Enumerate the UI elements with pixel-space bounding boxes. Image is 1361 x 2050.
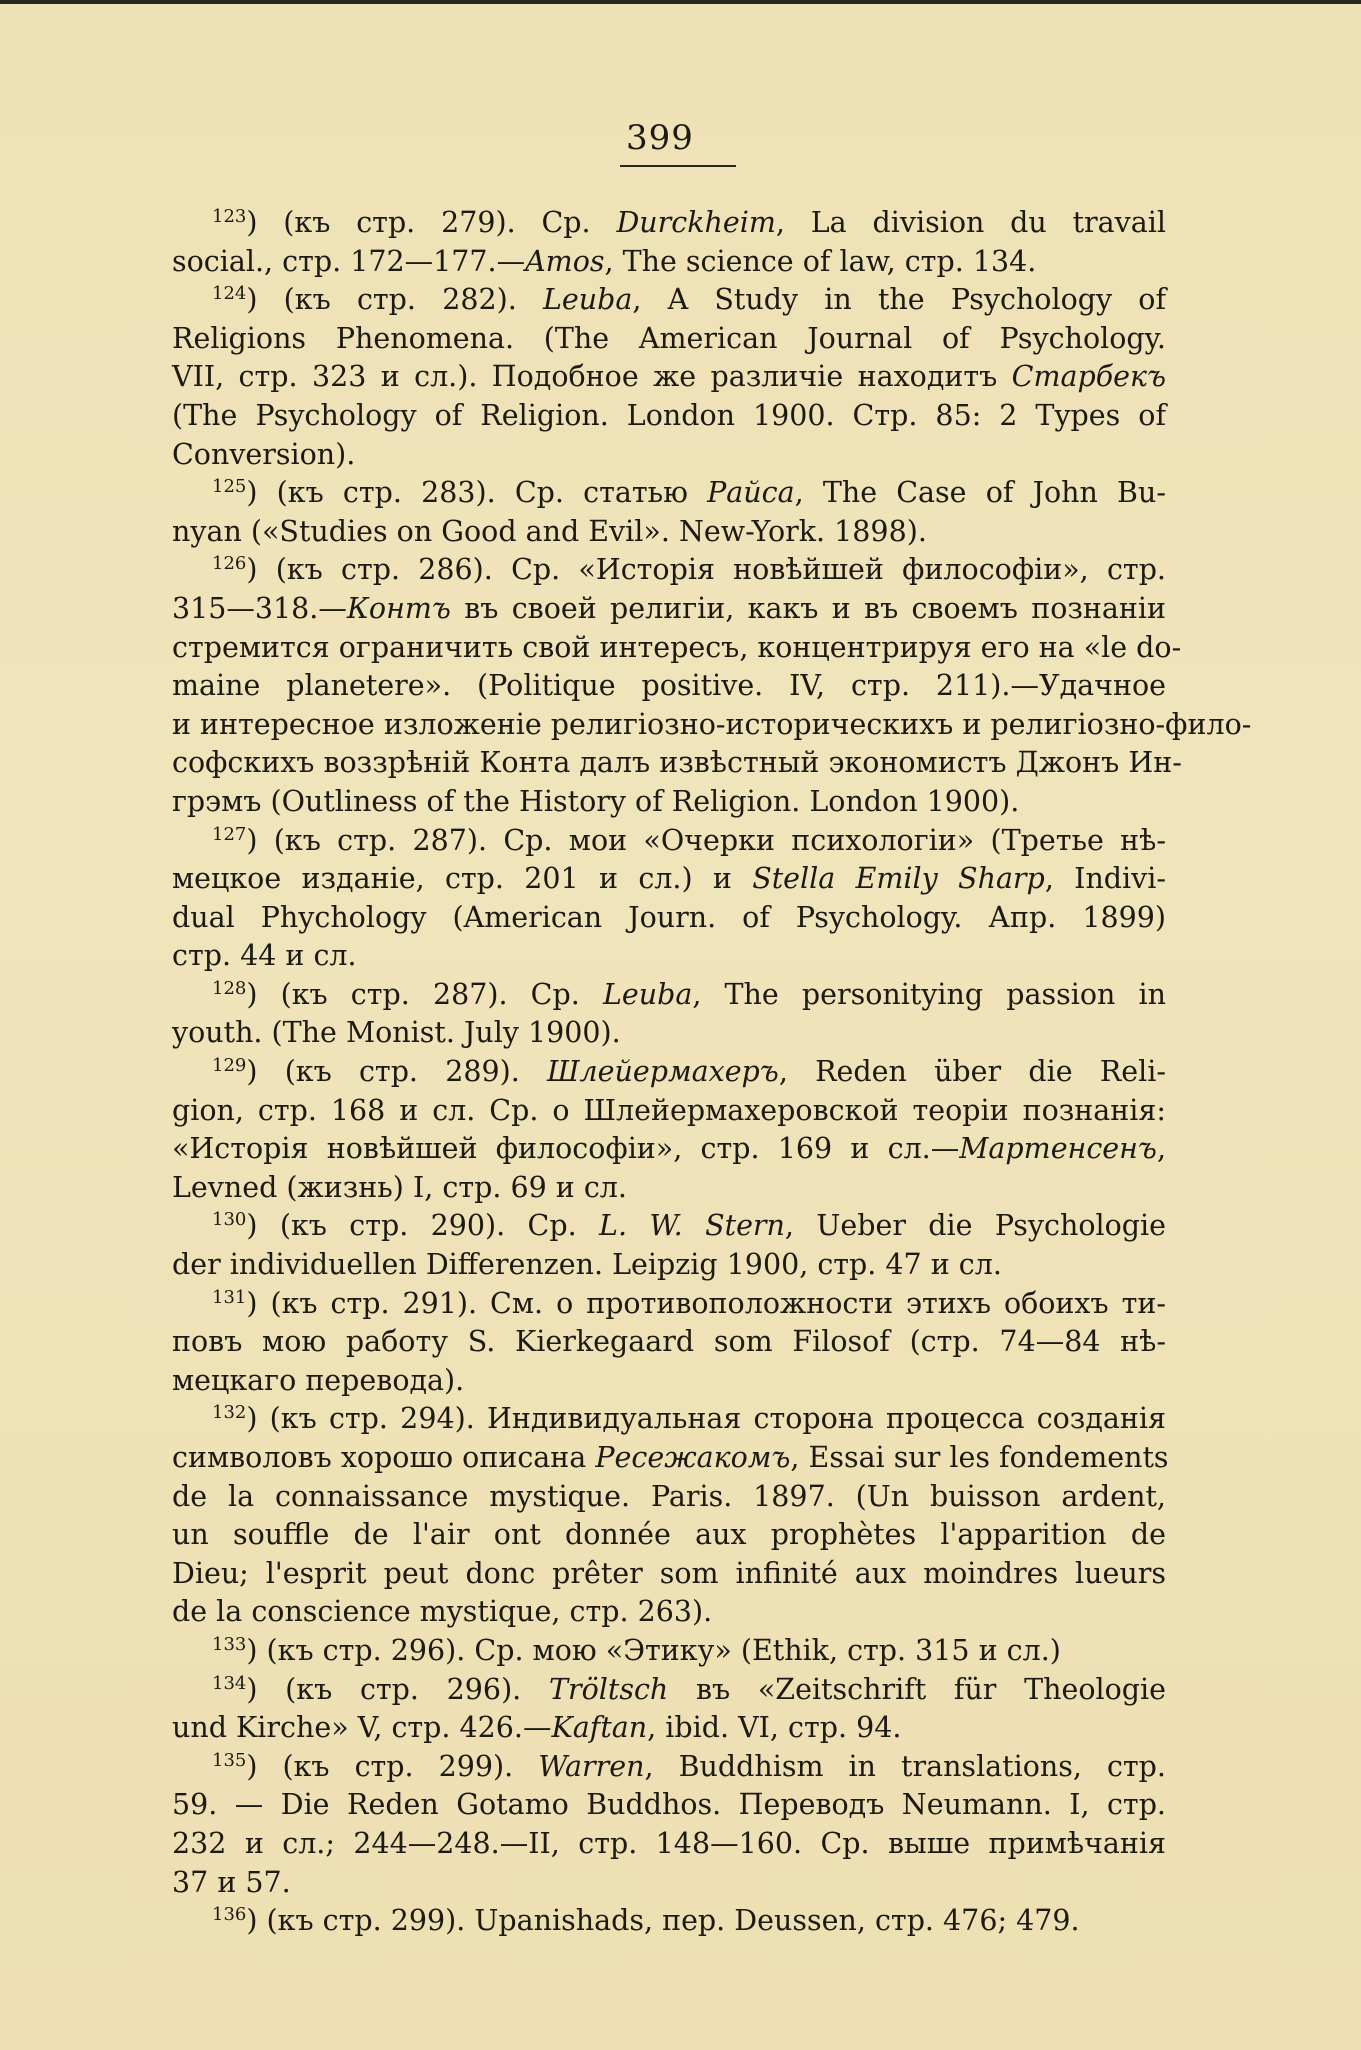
- footnote-number: 132: [212, 1402, 247, 1424]
- footnote-line: [172, 899, 1166, 938]
- footnote-text: «Исторія новѣйшей философіи», стр. 169 и сл.—: [172, 1132, 960, 1166]
- footnote-text: nyan («Studies on Good and Evil». New-York. 1898).: [172, 514, 927, 548]
- footnote-text: софскихъ воззрѣній Конта далъ извѣстный экономистъ Джонъ Ин-: [172, 746, 1182, 780]
- footnote-text: Levned (жизнь) I, стр. 69 и сл.: [172, 1170, 627, 1204]
- footnote-line: [172, 629, 1182, 668]
- footnote-line: [172, 397, 1166, 436]
- footnote-line: [172, 976, 1166, 1015]
- footnote-number: 130: [212, 1209, 247, 1231]
- page-number: 399: [626, 118, 694, 158]
- footnote-text: ) (къ стр. 283). Ср. статью: [246, 476, 708, 510]
- footnote-text: ) (къ стр. 290). Ср.: [246, 1209, 600, 1243]
- footnote-line: [172, 1902, 1166, 1941]
- footnote-text: 59. — Die Reden Gotamo Buddhos. Переводъ Neumann. I, стр.: [172, 1788, 1166, 1822]
- footnote-line: [172, 822, 1166, 861]
- footnote-text: de la conscience mystique, стр. 263).: [172, 1595, 713, 1629]
- footnote-text: ) (къ стр. 299).: [246, 1749, 539, 1783]
- italic-name: L. W. Stern: [599, 1209, 785, 1243]
- footnote-number: 136: [212, 1904, 247, 1926]
- footnote-line: [172, 1130, 1166, 1169]
- footnote-number: 128: [212, 977, 247, 999]
- footnote-text: ) (къ стр. 294). Индивидуальная сторона процесса созданія: [246, 1402, 1166, 1436]
- italic-name: Stella Emily Sharp: [752, 862, 1045, 896]
- footnote-number: 134: [212, 1672, 247, 1694]
- italic-name: Leuba: [542, 283, 633, 317]
- footnote-text: стр. 44 и сл.: [172, 939, 357, 973]
- footnote-line: [172, 706, 1252, 745]
- footnote-line: [172, 1285, 1166, 1324]
- footnote-line: [172, 436, 1166, 475]
- footnote: [172, 551, 1252, 821]
- footnote-text: мецкое изданіе, стр. 201 и сл.) и: [172, 862, 753, 896]
- footnotes-list: [172, 204, 1252, 1941]
- footnote-line: [172, 243, 1166, 282]
- footnote-line: [172, 1864, 1166, 1903]
- italic-name: Контъ: [346, 591, 451, 625]
- footnote-number: 135: [212, 1749, 247, 1771]
- footnote-text: social., стр. 172—177.—: [172, 244, 526, 278]
- footnote-line: [172, 204, 1166, 243]
- footnote-line: [172, 1053, 1166, 1092]
- footnote: [172, 1671, 1166, 1748]
- footnote-line: [172, 1169, 1166, 1208]
- footnote-text: , La division du travail: [775, 206, 1166, 239]
- footnote-text: , The personitying passion in: [692, 977, 1166, 1011]
- footnote: [172, 1902, 1166, 1941]
- footnote-line: [172, 783, 1166, 822]
- footnote-text: Conversion).: [172, 437, 356, 471]
- footnote-line: [172, 1092, 1166, 1131]
- footnote-text: , A Study in the Psychology of: [632, 283, 1166, 317]
- italic-name: Tröltsch: [548, 1672, 669, 1706]
- footnote-text: 315—318.—: [172, 591, 347, 625]
- footnote-text: стремится ограничить свой интересъ, концентрируя его на «le do-: [172, 630, 1182, 664]
- footnote-line: [172, 1593, 1166, 1632]
- footnote-line: [172, 474, 1166, 513]
- footnote-line: [172, 1014, 1166, 1053]
- footnote-text: ) (къ стр. 291). См. о противоположности этихъ обоихъ ти-: [246, 1286, 1166, 1320]
- footnote-number: 133: [212, 1633, 247, 1655]
- footnote-text: , Essai sur les fondements: [790, 1441, 1169, 1474]
- footnote-text: ) (къ стр. 296).: [246, 1672, 549, 1706]
- footnote-line: [172, 1632, 1166, 1671]
- footnote-number: 124: [212, 283, 247, 305]
- footnote-text: , The Case of John Bu-: [794, 476, 1166, 510]
- footnote: [172, 822, 1166, 976]
- footnote-line: [172, 1246, 1166, 1285]
- footnote-text: , Buddhism in translations, стр.: [644, 1749, 1166, 1783]
- footnote-number: 131: [212, 1286, 247, 1308]
- footnote-line: [172, 358, 1166, 397]
- footnote-text: dual Phychology (American Journ. of Psychology. Апр. 1899): [172, 900, 1166, 934]
- footnote-line: [172, 590, 1166, 629]
- footnote-text: (The Psychology of Religion. London 1900. Стр. 85: 2 Types of: [172, 398, 1166, 432]
- footnote-text: ) (къ стр. 289).: [246, 1055, 547, 1089]
- footnote-number: 126: [212, 553, 247, 575]
- footnote-line: [172, 1478, 1166, 1517]
- footnote: [172, 1207, 1166, 1284]
- footnote-text: 37 и 57.: [172, 1865, 291, 1899]
- footnote-text: ) (къ стр. 287). Ср.: [246, 977, 603, 1011]
- footnote-text: ) (къ стр. 279). Ср.: [246, 206, 617, 239]
- footnote-number: 129: [212, 1055, 247, 1077]
- italic-name: Старбекъ: [1011, 360, 1166, 394]
- footnote-line: [172, 281, 1166, 320]
- footnote-text: , The science of law, стр. 134.: [604, 244, 1037, 278]
- footnote-line: [172, 1362, 1166, 1401]
- footnote-text: ,: [1156, 1132, 1166, 1166]
- footnote-text: gion, стр. 168 и сл. Ср. о Шлейермахеровской теоріи познанія:: [172, 1093, 1166, 1127]
- footnote-text: und Kirche» V, стр. 426.—: [172, 1711, 552, 1745]
- italic-name: Amos: [525, 244, 605, 278]
- footnote-line: [172, 320, 1166, 359]
- italic-name: Шлейермахеръ: [547, 1055, 779, 1089]
- footnote-line: [172, 937, 1166, 976]
- footnote-line: [172, 1671, 1166, 1710]
- footnote-text: VII, стр. 323 и сл.). Подобное же различіе находитъ: [172, 360, 1012, 394]
- footnote: [172, 1632, 1166, 1671]
- footnote-line: [172, 1786, 1166, 1825]
- italic-name: Райса: [707, 476, 795, 510]
- footnote-text: youth. (The Monist. July 1900).: [172, 1016, 621, 1050]
- footnote-text: мецкаго перевода).: [172, 1363, 465, 1397]
- footnote-line: [172, 1400, 1166, 1439]
- italic-name: Kaftan: [551, 1711, 648, 1745]
- footnote-line: [172, 551, 1166, 590]
- footnote-text: ) (къ стр. 296). Ср. мою «Этику» (Ethik, стр. 315 и сл.): [246, 1633, 1061, 1667]
- footnote-text: въ «Zeitschrift für Theologie: [668, 1672, 1167, 1706]
- footnote-line: [172, 1323, 1166, 1362]
- footnote-text: de la connaissance mystique. Paris. 1897. (Un buisson ardent,: [172, 1479, 1166, 1513]
- footnote-text: ) (къ стр. 286). Ср. «Исторія новѣйшей философіи», стр.: [246, 553, 1166, 587]
- footnote-line: [172, 513, 1166, 552]
- footnote-line: [172, 667, 1166, 706]
- footnote-text: въ своей религіи, какъ и въ своемъ познаніи: [450, 591, 1166, 625]
- footnote-text: , Reden über die Reli-: [778, 1055, 1166, 1089]
- footnote-number: 125: [212, 476, 247, 498]
- footnote: [172, 1053, 1166, 1207]
- italic-name: Durckheim: [616, 206, 776, 239]
- italic-name: Ресежакомъ: [595, 1441, 791, 1474]
- footnote-line: [172, 744, 1182, 783]
- page-number-rule: [620, 165, 736, 167]
- footnote-text: , Ueber die Psychologie: [784, 1209, 1166, 1243]
- footnote: [172, 1285, 1166, 1401]
- italic-name: Мартенсенъ: [959, 1132, 1157, 1166]
- footnote: [172, 1400, 1169, 1632]
- footnote: [172, 204, 1166, 281]
- italic-name: Leuba: [602, 977, 693, 1011]
- footnote: [172, 976, 1166, 1053]
- footnote-text: 232 и сл.; 244—248.—II, стр. 148—160. Ср. выше примѣчанія: [172, 1826, 1166, 1860]
- footnote-text: Religions Phenomena. (The American Journal of Psychology.: [172, 321, 1166, 355]
- footnote-text: грэмъ (Outliness of the History of Religion. London 1900).: [172, 784, 1020, 818]
- footnote-text: Dieu; l'esprit peut donc prêter som infinité aux moindres lueurs: [172, 1556, 1166, 1590]
- footnote-text: un souffle de l'air ont donnée aux prophètes l'apparition de: [172, 1518, 1166, 1552]
- footnote-text: , Indivi-: [1044, 862, 1167, 896]
- footnote-line: [172, 1709, 1166, 1748]
- footnote: [172, 474, 1166, 551]
- footnote-number: 123: [212, 206, 247, 227]
- page-top-edge: [0, 0, 1361, 4]
- footnote-text: символовъ хорошо описана: [172, 1441, 596, 1474]
- footnote-line: [172, 1516, 1166, 1555]
- footnote-text: maine planetere». (Politique positive. IV, стр. 211).—Удачное: [172, 669, 1166, 703]
- footnote-line: [172, 1748, 1166, 1787]
- footnote-line: [172, 1439, 1169, 1478]
- footnote: [172, 281, 1166, 474]
- footnote: [172, 1748, 1166, 1902]
- footnote-line: [172, 1207, 1166, 1246]
- footnote-line: [172, 1555, 1166, 1594]
- footnote-text: ) (къ стр. 282).: [246, 283, 543, 317]
- footnote-text: и интересное изложеніе религіозно-историческихъ и религіозно-фило-: [172, 707, 1252, 741]
- footnote-text: повъ мою работу S. Kierkegaard som Filosof (стр. 74—84 нѣ-: [172, 1325, 1166, 1359]
- footnote-text: der individuellen Differenzen. Leipzig 1900, стр. 47 и сл.: [172, 1248, 1002, 1282]
- footnote-text: ) (къ стр. 287). Ср. мои «Очерки психологіи» (Третье нѣ-: [246, 823, 1166, 857]
- footnote-line: [172, 1825, 1166, 1864]
- footnote-line: [172, 860, 1166, 899]
- footnote-text: ) (къ стр. 299). Upanishads, пер. Deussen, стр. 476; 479.: [246, 1904, 1080, 1938]
- italic-name: Warren: [538, 1749, 645, 1783]
- footnote-number: 127: [212, 823, 247, 845]
- footnote-text: , ibid. VI, стр. 94.: [647, 1711, 902, 1745]
